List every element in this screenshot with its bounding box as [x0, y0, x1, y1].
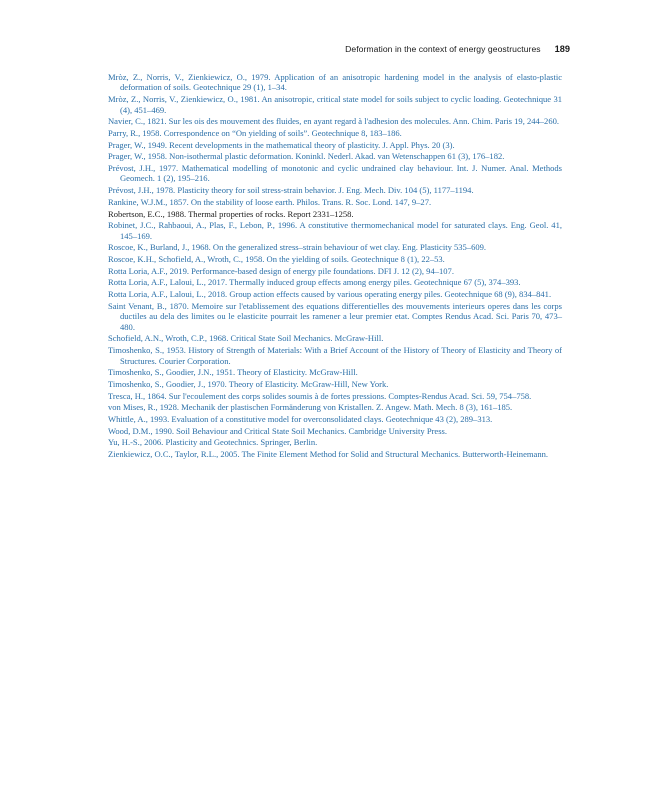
reference-entry[interactable]: Rotta Loria, A.F., 2019. Performance-based design of energy pile foundations. DFI J. 12 (2), 94–107. — [108, 265, 454, 276]
reference-entry[interactable]: Prager, W., 1958. Non-isothermal plastic deformation. Koninkl. Nederl. Akad. van Wetenschappen 61 (3), 176–182. — [108, 151, 505, 162]
reference-entry[interactable]: Tresca, H., 1864. Sur l'ecoulement des corps solides soumis à de fortes pressions. Comptes-Rendus Acad. Sci. 59, 754–758. — [108, 390, 532, 401]
reference-entry[interactable]: Roscoe, K., Burland, J., 1968. On the generalized stress–strain behaviour of wet clay. Eng. Plasticity 535–609. — [108, 242, 487, 253]
reference-entry[interactable]: Timoshenko, S., Goodier, J.N., 1951. Theory of Elasticity. McGraw-Hill. — [108, 367, 358, 378]
reference-entry[interactable]: von Mises, R., 1928. Mechanik der plastischen Formänderung von Kristallen. Z. Angew. Math. Mech. 8 (3), 161–185. — [108, 402, 513, 413]
reference-entry[interactable]: Rotta Loria, A.F., Laloui, L., 2017. Thermally induced group effects among energy piles. Geotechnique 67 (5), 374–393. — [108, 277, 521, 288]
reference-entry[interactable]: Rotta Loria, A.F., Laloui, L., 2018. Group action effects caused by various operating energy piles. Geotechnique 68 (9), 834–841. — [108, 289, 552, 300]
reference-entry[interactable]: Prévost, J.H., 1977. Mathematical modelling of monotonic and cyclic undrained clay behaviour. Int. J. Numer. Anal. Methods Geomech. 1 (2), 195–216. — [108, 163, 562, 184]
reference-entry[interactable]: Mròz, Z., Norris, V., Zienkiewicz, O., 1979. Application of an anisotropic hardening model in the analysis of elasto-plastic deformation of soils. Geotechnique 29 (1), 1–34. — [108, 72, 562, 93]
reference-entry[interactable]: Yu, H.-S., 2006. Plasticity and Geotechnics. Springer, Berlin. — [108, 437, 318, 448]
reference-entry[interactable]: Roscoe, K.H., Schofield, A., Wroth, C., 1958. On the yielding of soils. Geotechnique 8 (1), 22–53. — [108, 254, 445, 265]
reference-entry[interactable]: Timoshenko, S., 1953. History of Strength of Materials: With a Brief Account of the History of Theory of Elasticity and Theory of Structures. Courier Corporation. — [108, 345, 562, 366]
reference-entry[interactable]: Mròz, Z., Norris, V., Zienkiewicz, O., 1981. An anisotropic, critical state model for soils subject to cyclic loading. Geotechnique 31 (4), 451–469. — [108, 94, 562, 115]
reference-entry[interactable]: Saint Venant, B., 1870. Memoire sur l'etablissement des equations differentielles des mouvements interieurs operes dans les corps ductiles au dela des limites ou le elasticite pourrait les ramener a leur premier etat. Comptes Rendus Acad. Sci. Paris 70, 473–480. — [108, 300, 562, 332]
reference-entry[interactable]: Rankine, W.J.M., 1857. On the stability of loose earth. Philos. Trans. R. Soc. Lond. 147, 9–27. — [108, 196, 432, 207]
reference-entry[interactable]: Robinet, J.C., Rahbaoui, A., Plas, F., Lebon, P., 1996. A constitutive thermomechanical model for saturated clays. Eng. Geol. 41, 145–169. — [108, 220, 562, 241]
reference-entry[interactable]: Parry, R., 1958. Correspondence on “On yielding of soils”. Geotechnique 8, 183–186. — [108, 127, 402, 138]
reference-entry[interactable]: Whittle, A., 1993. Evaluation of a constitutive model for overconsolidated clays. Geotechnique 43 (2), 289–313. — [108, 414, 493, 425]
reference-entry[interactable]: Wood, D.M., 1990. Soil Behaviour and Critical State Soil Mechanics. Cambridge University Press. — [108, 425, 448, 436]
reference-list — [108, 72, 562, 461]
running-header — [108, 44, 570, 54]
reference-entry[interactable]: Zienkiewicz, O.C., Taylor, R.L., 2005. The Finite Element Method for Solid and Structural Mechanics. Butterworth-Heinemann. — [108, 449, 549, 460]
reference-entry[interactable]: Navier, C., 1821. Sur les ois des mouvement des fluides, en ayant regard à l'adhesion des molecules. Ann. Chim. Paris 19, 244–260. — [108, 116, 560, 127]
reference-entry[interactable]: Prager, W., 1949. Recent developments in the mathematical theory of plasticity. J. Appl. Phys. 20 (3). — [108, 139, 455, 150]
running-title: Deformation in the context of energy geostructures — [345, 44, 541, 54]
page-number: 189 — [554, 44, 570, 54]
reference-entry[interactable]: Prévost, J.H., 1978. Plasticity theory for soil stress-strain behavior. J. Eng. Mech. Div. 104 (5), 1177–1194. — [108, 185, 474, 196]
reference-entry[interactable]: Timoshenko, S., Goodier, J., 1970. Theory of Elasticity. McGraw-Hill, New York. — [108, 378, 389, 389]
reference-entry[interactable]: Schofield, A.N., Wroth, C.P., 1968. Critical State Soil Mechanics. McGraw-Hill. — [108, 333, 384, 344]
reference-entry: Robertson, E.C., 1988. Thermal properties of rocks. Report 2331–1258. — [108, 208, 354, 219]
